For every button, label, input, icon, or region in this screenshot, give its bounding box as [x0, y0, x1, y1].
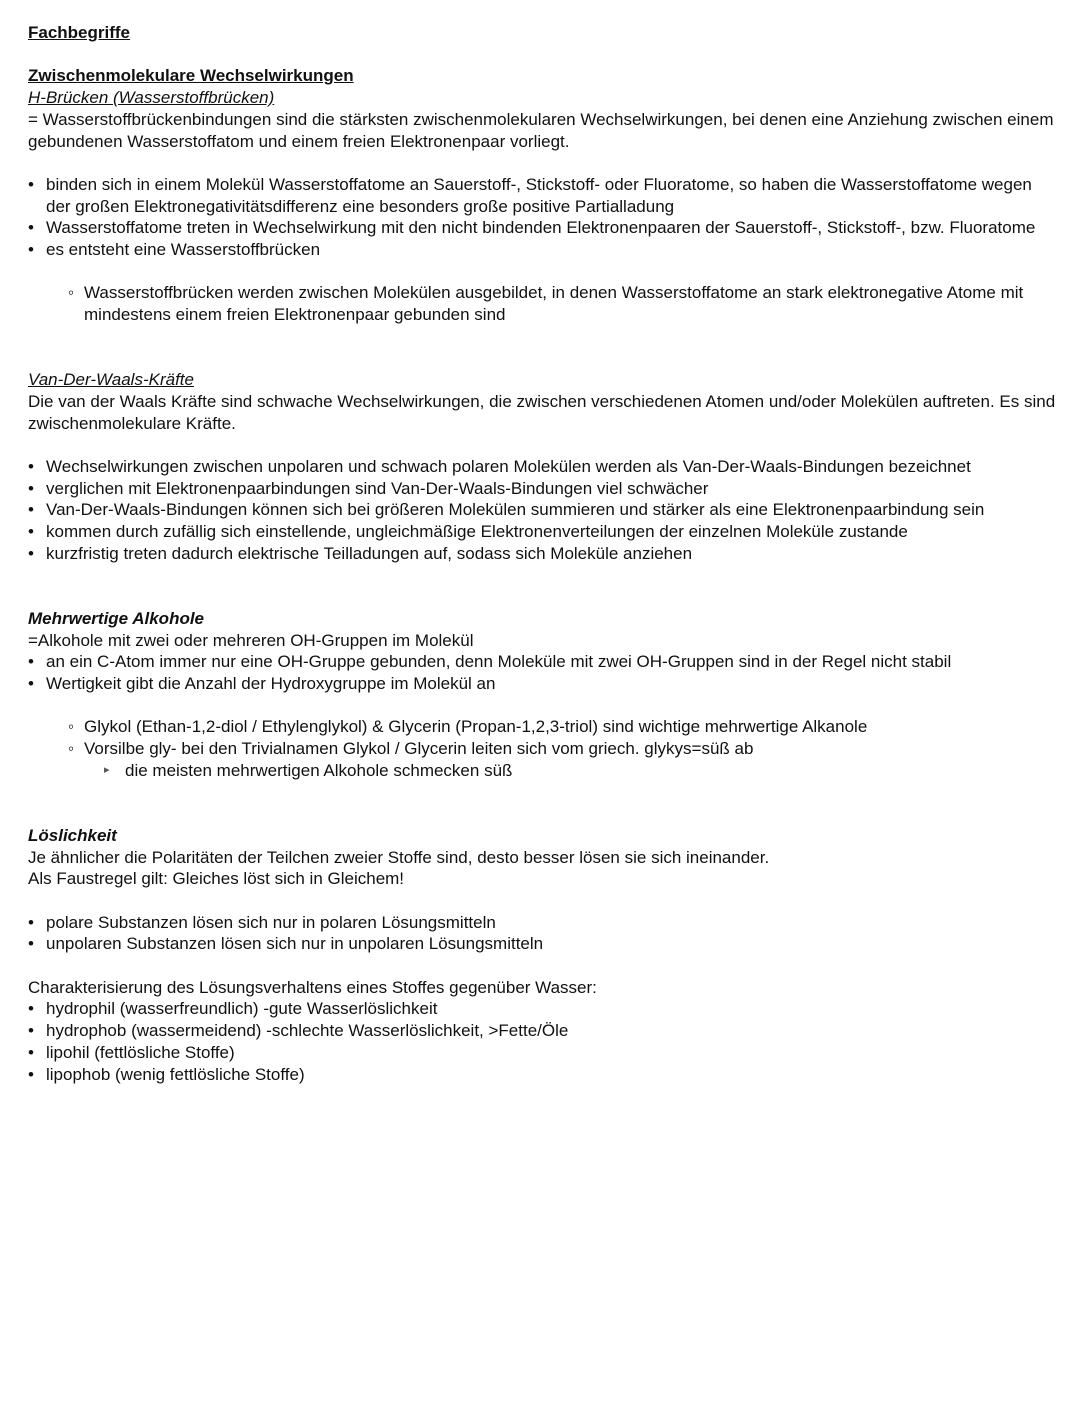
section-heading-loeslichkeit: Löslichkeit — [28, 825, 117, 845]
list-item: • hydrophil (wasserfreundlich) -gute Wasserlöslichkeit — [28, 998, 1058, 1020]
list-item: • kurzfristig treten dadurch elektrische Teilladungen auf, sodass sich Moleküle anziehen — [28, 543, 1058, 565]
list-item: • lipophob (wenig fettlösliche Stoffe) — [28, 1064, 1058, 1086]
list-item: ◦ Vorsilbe gly- bei den Trivialnamen Glykol / Glycerin leiten sich vom griech. glykys=süß ab — [68, 738, 1058, 760]
loeslichkeit-line-1: Je ähnlicher die Polaritäten der Teilchen zweier Stoffe sind, desto besser lösen sie sich ineinander. — [28, 847, 770, 867]
list-item: • binden sich in einem Molekül Wasserstoffatome an Sauerstoff-, Stickstoff- oder Fluoratome, so haben die Wasserstoffatome wegen der großen Elektronegativitätsdifferenz eine besonders große positive Partialladung — [28, 174, 1058, 217]
list-item: • an ein C-Atom immer nur eine OH-Gruppe gebunden, denn Moleküle mit zwei OH-Gruppen sind in der Regel nicht stabil — [28, 651, 1058, 673]
list-item: • es entsteht eine Wasserstoffbrücken — [28, 239, 1058, 261]
list-item: • kommen durch zufällig sich einstellende, ungleichmäßige Elektronenverteilungen der einzelnen Moleküle zustande — [28, 521, 1058, 543]
van-der-waals-definition: Die van der Waals Kräfte sind schwache Wechselwirkungen, die zwischen verschiedenen Atomen und/oder Molekülen auftreten. Es sind zwischenmolekulare Kräfte. — [28, 391, 1056, 433]
list-item: • Wertigkeit gibt die Anzahl der Hydroxygruppe im Molekül an — [28, 673, 1058, 695]
h-bruecken-definition: = Wasserstoffbrückenbindungen sind die stärksten zwischenmolekularen Wechselwirkungen, bei denen eine Anziehung zwischen einem gebundenen Wasserstoffatom und einem freien Elektronenpaar vorliegt. — [28, 109, 1054, 151]
page-title: Fachbegriffe — [28, 23, 131, 42]
list-item: • lipohil (fettlösliche Stoffe) — [28, 1042, 1058, 1064]
list-item: • unpolaren Substanzen lösen sich nur in unpolaren Lösungsmitteln — [28, 933, 1058, 955]
loeslichkeit-bullet-list — [28, 912, 1058, 955]
section-heading-alkohole: Mehrwertige Alkohole — [28, 608, 205, 628]
list-item: • Wasserstoffatome treten in Wechselwirkung mit den nicht bindenden Elektronenpaaren der Sauerstoff-, Stickstoff-, bzw. Fluoratome — [28, 217, 1058, 239]
list-item: • Wechselwirkungen zwischen unpolaren und schwach polaren Molekülen werden als Van-Der-Waals-Bindungen bezeichnet — [28, 456, 1058, 478]
alkohole-sub-sub-bullet-list — [68, 760, 1058, 782]
list-item: ◦ Glykol (Ethan-1,2-diol / Ethylenglykol) & Glycerin (Propan-1,2,3-triol) sind wichtige mehrwertige Alkanole — [68, 716, 1058, 738]
sub-sub-wrapper — [68, 760, 1058, 782]
charakterisierung-intro: Charakterisierung des Lösungsverhaltens eines Stoffes gegenüber Wasser: — [28, 977, 597, 997]
document-page — [28, 22, 1058, 1085]
charakterisierung-bullet-list — [28, 998, 1058, 1085]
subsection-heading-h-bruecken: H-Brücken (Wasserstoffbrücken) — [28, 88, 275, 108]
loeslichkeit-line-2: Als Faustregel gilt: Gleiches löst sich in Gleichem! — [28, 869, 405, 889]
list-item: • polare Substanzen lösen sich nur in polaren Lösungsmitteln — [28, 912, 1058, 934]
alkohole-sub-bullet-list — [28, 716, 1058, 759]
h-bruecken-bullet-list — [28, 174, 1058, 261]
list-item: ▸ die meisten mehrwertigen Alkohole schmecken süß — [104, 760, 1058, 782]
list-item: • hydrophob (wassermeidend) -schlechte Wasserlöslichkeit, >Fette/Öle — [28, 1020, 1058, 1042]
subsection-heading-van-der-waals: Van-Der-Waals-Kräfte — [28, 370, 194, 390]
alkohole-definition: =Alkohole mit zwei oder mehreren OH-Gruppen im Molekül — [28, 630, 474, 650]
list-item: • Van-Der-Waals-Bindungen können sich bei größeren Molekülen summieren und stärker als eine Elektronenpaarbindung sein — [28, 499, 1058, 521]
alkohole-bullet-list — [28, 651, 1058, 694]
list-item: ◦ Wasserstoffbrücken werden zwischen Molekülen ausgebildet, in denen Wasserstoffatome an stark elektronegative Atome mit mindestens einem freien Elektronenpaar gebunden sind — [68, 282, 1058, 325]
van-der-waals-bullet-list — [28, 456, 1058, 565]
section-heading-wechselwirkungen: Zwischenmolekulare Wechselwirkungen — [28, 66, 354, 86]
h-bruecken-sub-bullet-list — [28, 282, 1058, 325]
list-item: • verglichen mit Elektronenpaarbindungen sind Van-Der-Waals-Bindungen viel schwächer — [28, 478, 1058, 500]
alkohole-sub-sub-container — [28, 760, 1058, 782]
